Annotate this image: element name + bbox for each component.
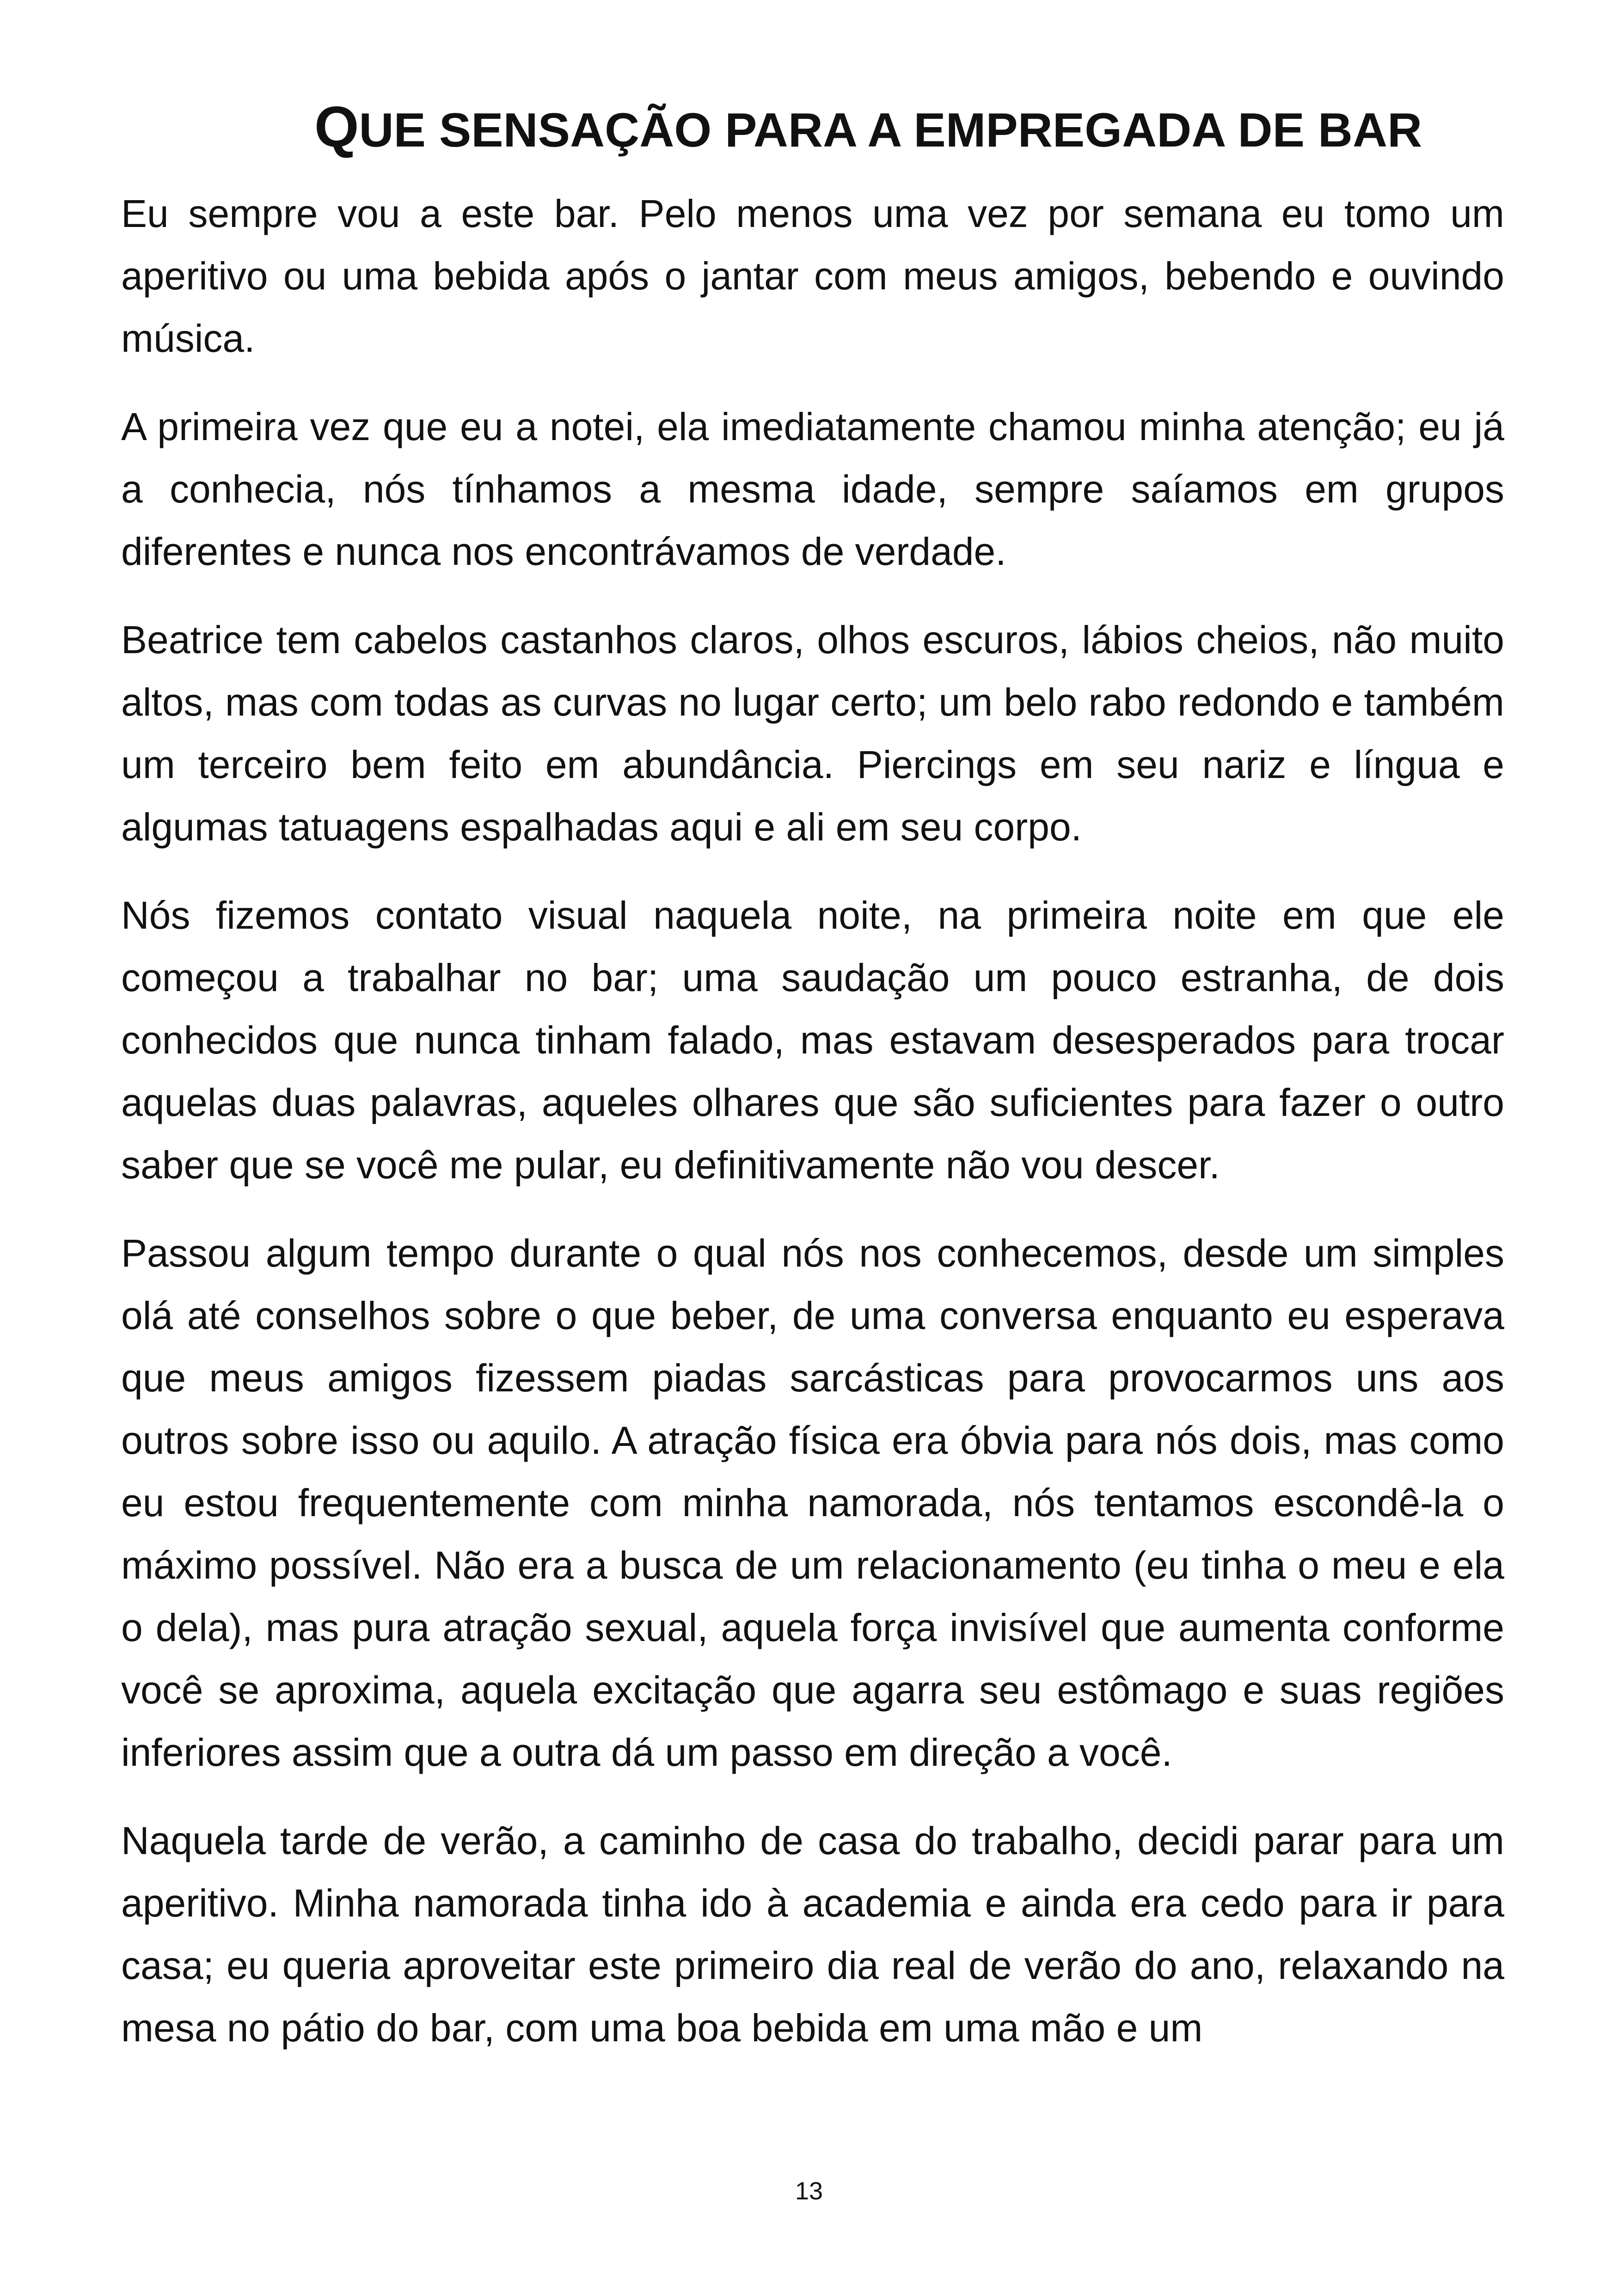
chapter-title	[314, 95, 1424, 163]
paragraph-3: Beatrice tem cabelos castanhos claros, olhos escuros, lábios cheios, não muito altos, mas com todas as curvas no lugar certo; um belo rabo redondo e também um terceiro bem feito em abundância. Piercings em seu nariz e língua e algumas tatuagens espalhadas aqui e ali em seu corpo.	[121, 618, 1504, 849]
paragraph-2: A primeira vez que eu a notei, ela imediatamente chamou minha atenção; eu já a conhecia, nós tínhamos a mesma idade, sempre saíamos em grupos diferentes e nunca nos encontrávamos de verdade.	[121, 405, 1504, 573]
paragraph-6: Naquela tarde de verão, a caminho de casa do trabalho, decidi parar para um aperitivo. Minha namorada tinha ido à academia e ainda era cedo para ir para casa; eu queria aproveitar este primeiro dia real de verão do ano, relaxando na mesa no pátio do bar, com uma boa bebida em uma mão e um	[121, 1819, 1504, 2050]
title-rest: UE SENSAÇÃO PARA A EMPREGADA DE BAR	[359, 104, 1422, 157]
page-number: 13	[795, 2177, 823, 2205]
body-text	[121, 183, 1504, 2085]
paragraph-4: Nós fizemos contato visual naquela noite, na primeira noite em que ele começou a trabalhar no bar; uma saudação um pouco estranha, de dois conhecidos que nunca tinham falado, mas estavam desesperados para trocar aquelas duas palavras, aqueles olhares que são suficientes para fazer o outro saber que se você me pular, eu definitivamente não vou descer.	[121, 894, 1504, 1187]
paragraph-5: Passou algum tempo durante o qual nós nos conhecemos, desde um simples olá até conselhos sobre o que beber, de uma conversa enquanto eu esperava que meus amigos fizessem piadas sarcásticas para provocarmos uns aos outros sobre isso ou aquilo. A atração física era óbvia para nós dois, mas como eu estou frequentemente com minha namorada, nós tentamos escondê-la o máximo possível. Não era a busca de um relacionamento (eu tinha o meu e ela o dela), mas pura atração sexual, aquela força invisível que aumenta conforme você se aproxima, aquela excitação que agarra seu estômago e suas regiões inferiores assim que a outra dá um passo em direção a você.	[121, 1231, 1504, 1774]
title-initial: Q	[314, 95, 359, 159]
paragraph-1: Eu sempre vou a este bar. Pelo menos uma vez por semana eu tomo um aperitivo ou uma bebida após o jantar com meus amigos, bebendo e ouvindo música.	[121, 192, 1504, 360]
